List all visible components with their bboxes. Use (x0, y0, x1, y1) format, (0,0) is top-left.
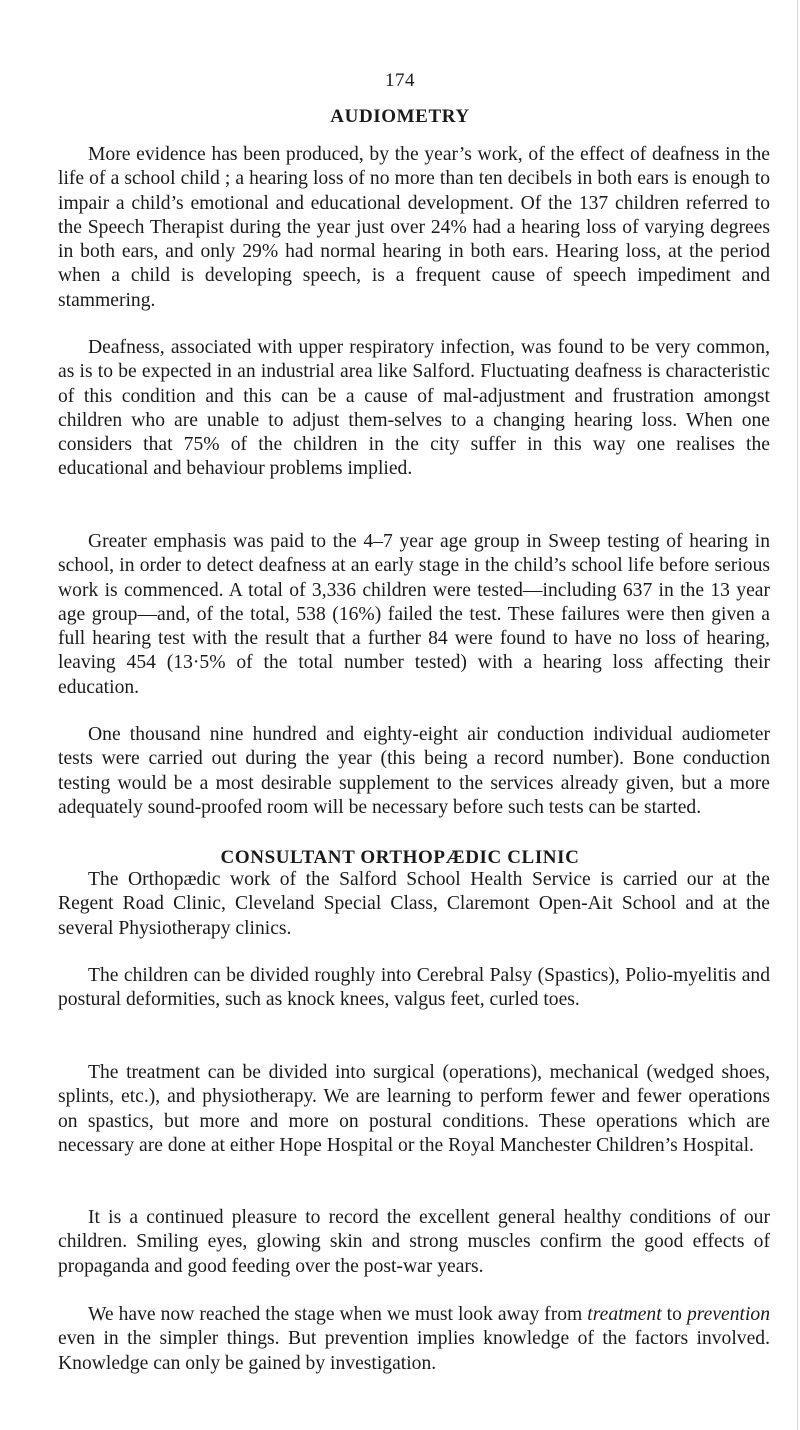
paragraph: More evidence has been produced, by the year’s work, of the effect of deafness in the life of a school child ; a hearing loss of no more than ten decibels in both ears is enough to impair a child’s emotional and educational development. Of the 137 children referred to the Speech Therapist during the year just over 24% had a hearing loss of varying degrees in both ears, and only 29% had normal hearing in both ears. Hearing loss, at the period when a child is developing speech, is a frequent cause of speech impediment and stammering. (58, 144, 770, 311)
paragraph: One thousand nine hundred and eighty-eight air conduction individual audiometer tests were carried out during the year (this being a record number). Bone conduction testing would be a most desirable supplement to the services already given, but a more adequately sound-proofed room will be necessary before such tests can be started. (58, 724, 770, 818)
closing-text-end: even in the simpler things. But prevention implies knowledge of the factors involved. Knowledge can only be gained by investigation. (58, 1328, 770, 1374)
emphasis-treatment: treatment (587, 1304, 662, 1325)
paragraph: Deafness, associated with upper respiratory infection, was found to be very common, as is to be expected in an industrial area like Salford. Fluctuating deafness is characteristic of this condition and this can be a cause of mal-adjustment and frustration amongst children who are unable to adjust them-selves to a changing hearing loss. When one considers that 75% of the children in the city suffer in this way one realises the educational and behaviour problems implied. (58, 337, 770, 480)
paragraph: Greater emphasis was paid to the 4–7 year age group in Sweep testing of hearing in school, in order to detect deafness at an early stage in the child’s school life before serious work is commenced. A total of 3,336 children were tested—including 637 in the 13 year age group—and, of the total, 538 (16%) failed the test. These failures were then given a full hearing test with the result that a further 84 were found to have no loss of hearing, leaving 454 (13·5% of the total number tested) with a hearing loss affecting their education. (58, 531, 770, 698)
paragraph: The Orthopædic work of the Salford School Health Service is carried our at the Regent Road Clinic, Cleveland Special Class, Claremont Open-Ait School and at the several Physiotherapy clinics. (58, 869, 770, 939)
paragraph: The children can be divided roughly into Cerebral Palsy (Spastics), Polio-myelitis and postural deformities, such as knock knees, valgus feet, curled toes. (58, 965, 770, 1011)
emphasis-prevention: prevention (686, 1304, 771, 1325)
closing-text-middle: to (661, 1304, 687, 1325)
paragraph: It is a continued pleasure to record the excellent general healthy conditions of our children. Smiling eyes, glowing skin and strong muscles confirm the good effects of propaganda and good feeding over the post-war years. (58, 1207, 770, 1277)
page-number: 174 (385, 70, 415, 91)
closing-paragraph (58, 1303, 770, 1376)
section-heading-audiometry: AUDIOMETRY (330, 106, 470, 127)
paragraph: The treatment can be divided into surgical (operations), mechanical (wedged shoes, splints, etc.), and physiotherapy. We are learning to perform fewer and fewer operations on spastics, but more and more on postural conditions. These operations which are necessary are done at either Hope Hospital or the Royal Manchester Children’s Hospital. (58, 1062, 770, 1156)
section-heading-orthopaedic-clinic: CONSULTANT ORTHOPÆDIC CLINIC (220, 847, 580, 868)
page-edge-line (797, 0, 798, 1430)
closing-text-start: We have now reached the stage when we must look away from (88, 1304, 588, 1325)
